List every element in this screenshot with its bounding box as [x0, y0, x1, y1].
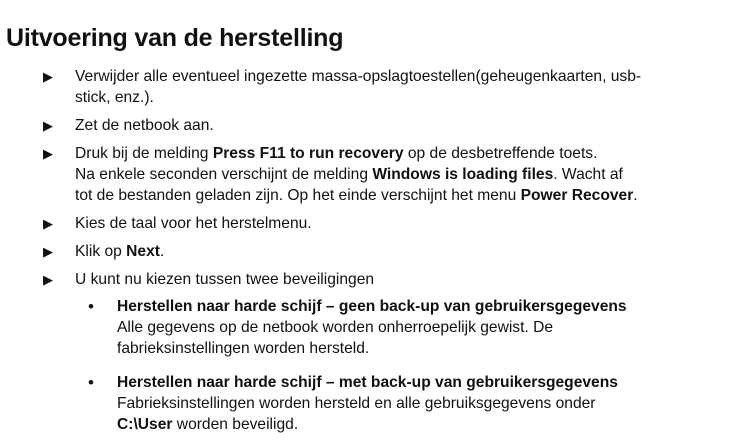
option-title: Herstellen naar harde schijf – geen back-up van gebruikersgegevens	[117, 298, 627, 315]
triangle-bullet-icon: ▶	[43, 146, 53, 161]
list-item	[0, 66, 750, 108]
triangle-bullet-icon: ▶	[43, 118, 53, 133]
option-item: • Herstellen naar harde schijf – met back-up van gebruikersgegevens Fabrieksinstellingen worden hersteld en alle gebruiksgegevens onder C:\User worden beveiligd.	[75, 372, 716, 435]
dot-bullet-icon: •	[88, 297, 94, 316]
triangle-bullet-icon: ▶	[43, 216, 53, 231]
triangle-bullet-icon: ▶	[43, 244, 53, 259]
button-name: Next	[126, 243, 160, 260]
list-item	[0, 269, 750, 435]
menu-name: Power Recover	[520, 187, 634, 204]
list-item	[0, 115, 750, 136]
step-text: U kunt nu kiezen tussen twee beveiligingen	[75, 271, 375, 288]
step-text: Kies de taal voor het herstelmenu.	[75, 215, 312, 232]
step-text: Zet de netbook aan.	[75, 117, 214, 134]
step-text: Klik op Next.	[75, 243, 165, 260]
option-item: • Herstellen naar harde schijf – geen back-up van gebruikersgegevens Alle gegevens op de netbook worden onherroepelijk gewist. De fabrieksinstellingen worden hersteld.	[75, 296, 716, 359]
list-item	[0, 213, 750, 234]
step-text: Verwijder alle eventueel ingezette massa-opslagtoestellen(geheugenkaarten, usb- stick, enz.).	[75, 68, 642, 106]
loading-message: Windows is loading files	[372, 166, 554, 183]
list-item	[0, 143, 750, 206]
triangle-bullet-icon: ▶	[43, 272, 53, 287]
folder-path: C:\User	[117, 416, 173, 433]
triangle-bullet-icon: ▶	[43, 69, 53, 84]
page-title: Uitvoering van de herstelling	[6, 24, 344, 52]
step-text: Druk bij de melding Press F11 to run recovery op de desbetreffende toets. Na enkele seconden verschijnt de melding Windows is loading files. Wacht af tot de bestanden geladen zijn. Op het einde verschijnt het menu Power Recover.	[75, 145, 638, 204]
step-list	[0, 66, 750, 448]
dot-bullet-icon: •	[88, 373, 94, 392]
option-title: Herstellen naar harde schijf – met back-up van gebruikersgegevens	[117, 374, 618, 391]
option-list	[75, 296, 716, 435]
key-message: Press F11 to run recovery	[212, 145, 404, 162]
list-item	[0, 241, 750, 262]
